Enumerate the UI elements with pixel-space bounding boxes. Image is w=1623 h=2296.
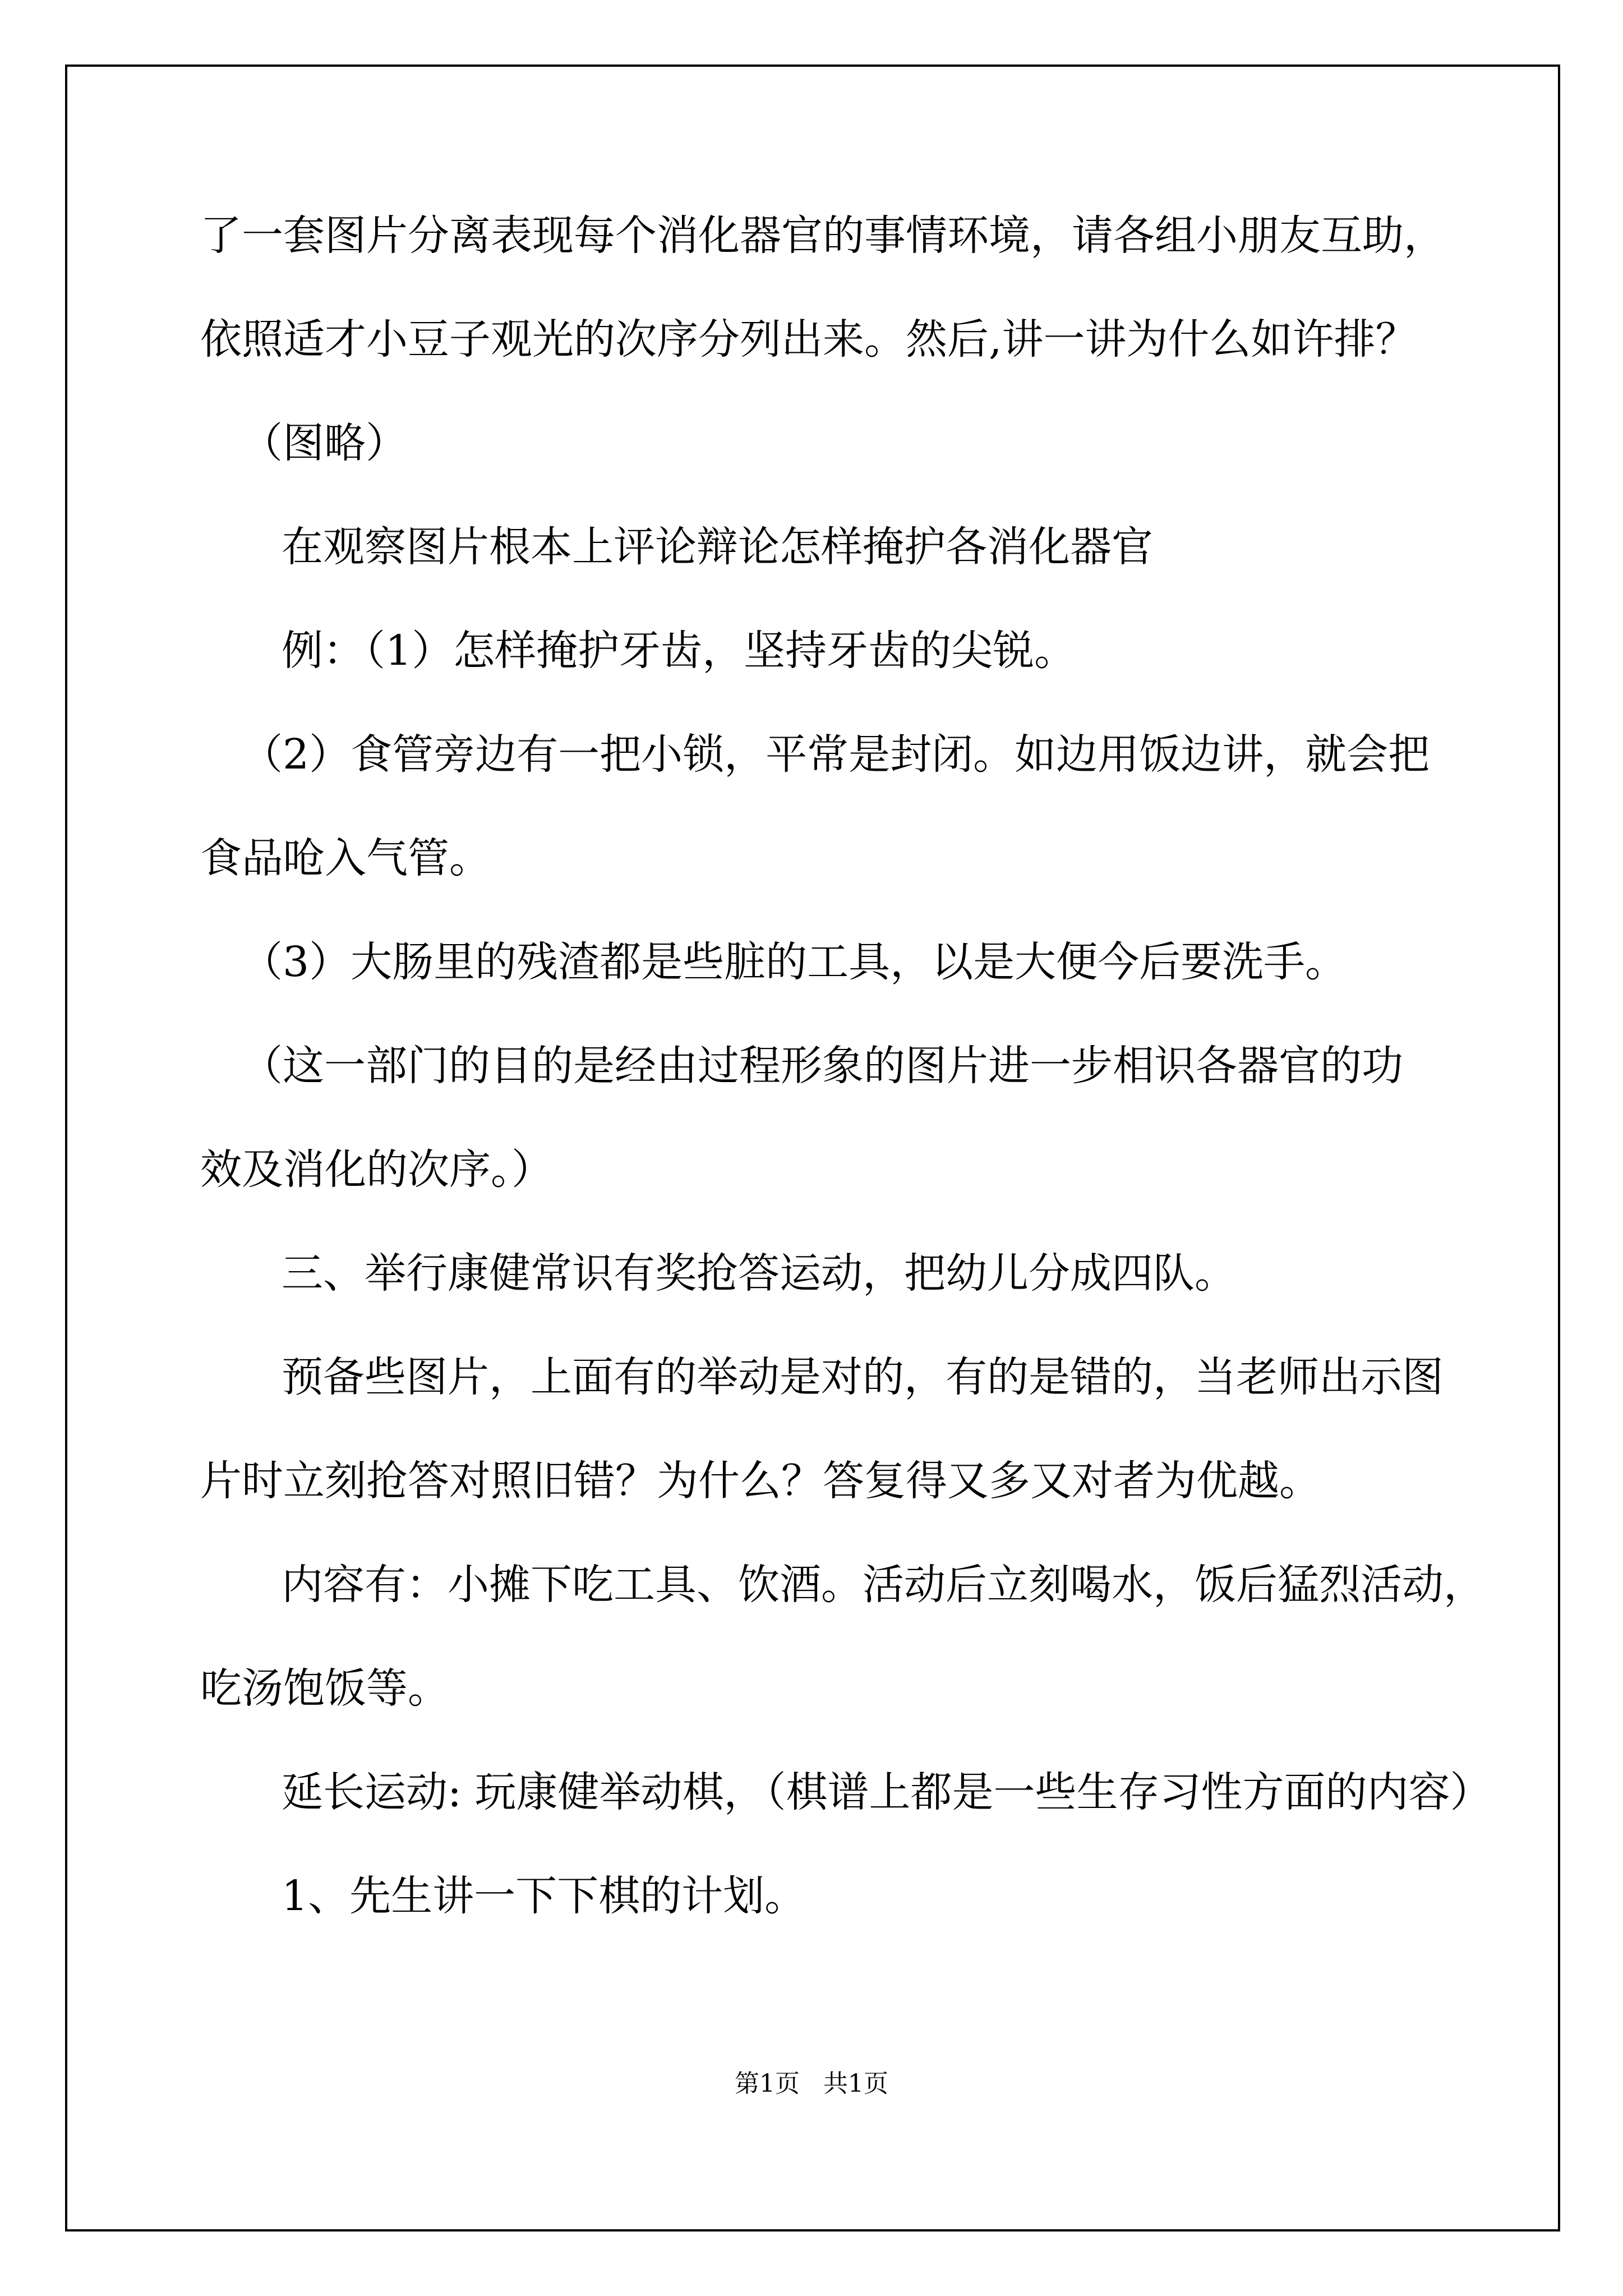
- paragraph-line: 片时立刻抢答对照旧错？为什么？答复得又多又对者为优越。: [200, 1457, 1321, 1505]
- paragraph-line: 内容有：小摊下吃工具、饮酒。活动后立刻喝水，饭后猛烈活动，: [282, 1561, 1485, 1609]
- paragraph-line: 吃汤饱饭等。: [200, 1664, 449, 1713]
- paragraph-line: 了一套图片分离表现每个消化器官的事情环境，请各组小朋友互助，: [200, 211, 1445, 260]
- paragraph-line: 延长运动: 玩康健举动棋，（棋谱上都是一些生存习性方面的内容）: [282, 1768, 1492, 1816]
- paragraph-line: 效及消化的次序。）: [200, 1145, 553, 1194]
- paragraph-line: （图略）: [241, 419, 407, 467]
- paragraph-line: 食品呛入气管。: [200, 834, 491, 882]
- paragraph-line: 例：（1）怎样掩护牙齿，坚持牙齿的尖锐。: [282, 627, 1076, 675]
- paragraph-line: （3）大肠里的残渣都是些脏的工具，以是大便今后要洗手。: [241, 938, 1347, 986]
- page-number-footer: 第1页 共1页: [735, 2069, 888, 2098]
- paragraph-line: 预备些图片，上面有的举动是对的，有的是错的，当老师出示图: [282, 1353, 1444, 1401]
- paragraph-line: 依照适才小豆子观光的次序分列出来。然后,讲一讲为什么如许排？: [200, 315, 1417, 364]
- paragraph-line: （这一部门的目的是经由过程形象的图片进一步相识各器官的功: [241, 1042, 1403, 1090]
- paragraph-line: 1、先生讲一下下棋的计划。: [282, 1872, 806, 1920]
- paragraph-line: （2）食管旁边有一把小锁，平常是封闭。如边用饭边讲，就会把: [241, 730, 1430, 779]
- paragraph-line: 三、举行康健常识有奖抢答运动，把幼儿分成四队。: [282, 1249, 1236, 1297]
- paragraph-line: 在观察图片根本上评论辩论怎样掩护各消化器官: [282, 523, 1153, 571]
